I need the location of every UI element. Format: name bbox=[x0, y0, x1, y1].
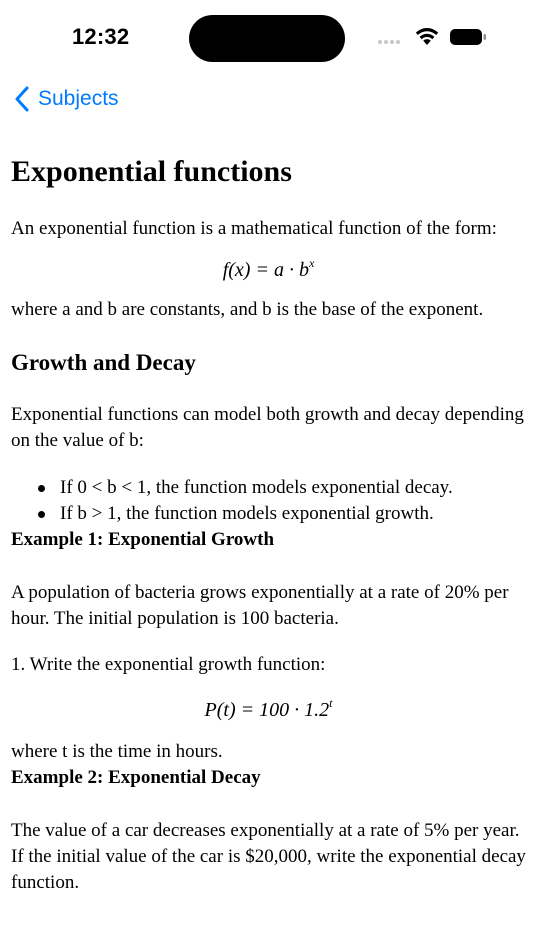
cellular-signal-icon bbox=[378, 40, 400, 44]
formula-example1 bbox=[11, 694, 526, 726]
example2-paragraph: The value of a car decreases exponentially at a rate of 5% per year. If the initial value of the car is $20,000, write the exponential decay function. bbox=[11, 820, 526, 893]
wifi-icon bbox=[414, 26, 440, 46]
chevron-left-icon bbox=[14, 86, 30, 112]
example2-heading: Example 2: Exponential Decay bbox=[11, 767, 261, 788]
list-item: If b > 1, the function models exponential growth. bbox=[60, 501, 526, 527]
list-item: If 0 < b < 1, the function models exponential decay. bbox=[60, 475, 526, 501]
example1-step1: 1. Write the exponential growth function: bbox=[11, 654, 326, 675]
example1-where: where t is the time in hours. bbox=[11, 741, 223, 762]
back-label: Subjects bbox=[38, 87, 119, 110]
intro-paragraph: An exponential function is a mathematical function of the form: bbox=[11, 218, 497, 239]
formula-main bbox=[11, 254, 526, 286]
example1-paragraph: A population of bacteria grows exponentially at a rate of 20% per hour. The initial population is 100 bacteria. bbox=[11, 582, 509, 629]
cases-list bbox=[11, 475, 526, 527]
battery-icon bbox=[449, 28, 487, 46]
status-time: 12:32 bbox=[72, 24, 130, 49]
growth-decay-paragraph: Exponential functions can model both growth and decay depending on the value of b: bbox=[11, 404, 524, 451]
formula-main-exponent: x bbox=[308, 256, 315, 270]
where-constants-paragraph: where a and b are constants, and b is the base of the exponent. bbox=[11, 299, 484, 320]
formula-main-text: f(x) = a · b bbox=[222, 259, 309, 281]
example1-heading: Example 1: Exponential Growth bbox=[11, 529, 275, 550]
article-content bbox=[11, 150, 526, 896]
section-heading: Growth and Decay bbox=[11, 350, 196, 375]
formula-example1-exponent: t bbox=[329, 696, 333, 710]
formula-example1-text: P(t) = 100 · 1.2 bbox=[204, 699, 330, 721]
status-bar bbox=[0, 0, 534, 70]
dynamic-island bbox=[189, 15, 345, 62]
page-title: Exponential functions bbox=[11, 155, 292, 188]
back-button[interactable] bbox=[14, 84, 119, 114]
